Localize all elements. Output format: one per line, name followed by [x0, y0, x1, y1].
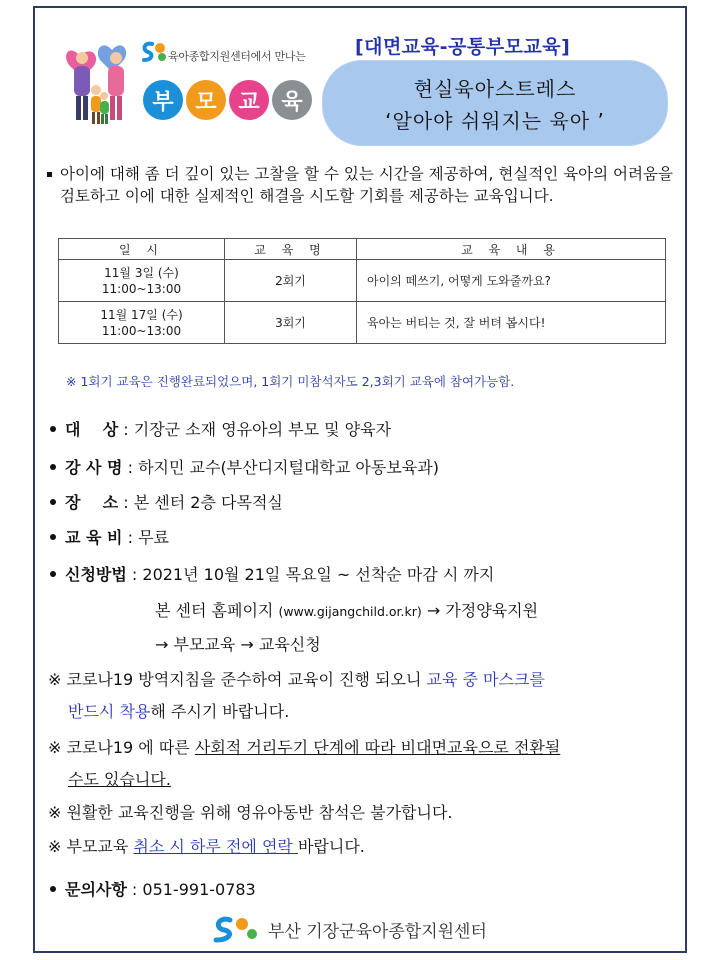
circle-char-3: 교: [229, 80, 269, 120]
bullet-icon: [50, 886, 56, 892]
notice-cancel: ※ 부모교육 취소 시 하루 전에 연락 바랍니다.: [48, 837, 365, 856]
header-content: 교 육 내 용: [357, 239, 666, 260]
intro-text: 아이에 대해 좀 더 깊이 있는 고찰을 할 수 있는 시간을 제공하여, 현실적인 육아의 어려움을 검토하고 이에 대한 실제적인 해결을 시도할 기회를 제공하는 교육입니다.: [60, 165, 673, 205]
table-row: [59, 302, 666, 344]
apply-path-line: 본 센터 홈페이지 (www.gijangchild.or.kr) → 가정양육지원: [155, 601, 539, 620]
header-datetime: 일 시: [59, 239, 225, 260]
bullet-icon: [50, 571, 56, 577]
detail-fee: 교 육 비 : 무료: [50, 525, 169, 548]
parent-education-circles: [143, 80, 312, 120]
table-row: [59, 260, 666, 302]
row-datetime: 11월 17일 (수) 11:00~13:00: [59, 302, 225, 344]
notice-mask-cont: 반드시 착용해 주시기 바랍니다.: [68, 702, 290, 721]
header-session: 교 육 명: [225, 239, 357, 260]
row-session: 2회기: [225, 260, 357, 302]
detail-target: 대 상 : 기장군 소재 영유아의 부모 및 양육자: [50, 417, 391, 440]
family-illustration: [62, 36, 140, 128]
notice-distancing-cont: 수도 있습니다.: [68, 770, 171, 789]
center-logo-icon: [212, 914, 262, 944]
detail-instructor: 강 사 명 : 하지민 교수(부산디지털대학교 아동보육과): [50, 455, 439, 478]
table-header-row: [59, 239, 666, 260]
detail-location: 장 소 : 본 센터 2층 다목적실: [50, 490, 283, 513]
circle-char-2: 모: [186, 80, 226, 120]
detail-apply: 신청방법 : 2021년 10월 21일 목요일 ~ 선착순 마감 시 까지: [50, 562, 494, 585]
row-content: 육아는 버티는 것, 잘 버텨 봅시다!: [357, 302, 666, 344]
row-session: 3회기: [225, 302, 357, 344]
title-line-1: 현실육아스트레스: [413, 77, 577, 101]
category-heading: [대면교육-공통부모교육]: [355, 36, 571, 58]
center-logo-icon: [140, 40, 168, 64]
row-content: 아이의 떼쓰기, 어떻게 도와줄까요?: [357, 260, 666, 302]
bullet-icon: [50, 534, 56, 540]
intro-paragraph: [45, 163, 685, 207]
bullet-icon: [50, 426, 56, 432]
row-datetime: 11월 3일 (수) 11:00~13:00: [59, 260, 225, 302]
logo-tagline: 육아종합지원센터에서 만나는: [168, 50, 306, 63]
title-line-2: ‘알아야 쉬워지는 육아 ’: [385, 109, 605, 133]
notice-no-children: ※ 원활한 교육진행을 위해 영유아동반 참석은 불가합니다.: [48, 803, 453, 822]
square-bullet-icon: [47, 172, 52, 177]
contact-info: 문의사항 : 051-991-0783: [50, 877, 256, 900]
title-banner: [322, 60, 668, 146]
bullet-icon: [50, 499, 56, 505]
apply-path-line-2: → 부모교육 → 교육신청: [155, 635, 321, 654]
bullet-icon: [50, 464, 56, 470]
completion-note: ※ 1회기 교육은 진행완료되었으며, 1회기 미참석자도 2,3회기 교육에 참여가능함.: [66, 374, 515, 389]
circle-char-4: 육: [272, 80, 312, 120]
notice-distancing: ※ 코로나19 에 따른 사회적 거리두기 단계에 따라 비대면교육으로 전환될: [48, 738, 561, 757]
website-url[interactable]: (www.gijangchild.or.kr): [278, 604, 422, 619]
circle-char-1: 부: [143, 80, 183, 120]
schedule-table: [58, 238, 666, 344]
footer-center-name: 부산 기장군육아종합지원센터: [268, 922, 487, 942]
notice-mask: ※ 코로나19 방역지침을 준수하여 교육이 진행 되오니 교육 중 마스크를: [48, 670, 545, 689]
